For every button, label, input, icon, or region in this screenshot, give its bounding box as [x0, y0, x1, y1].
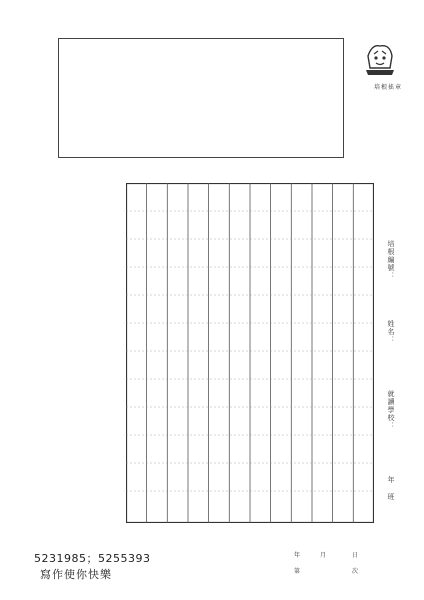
stamp-caption: 培根搖章: [374, 84, 403, 91]
date-year-label: 年: [294, 552, 301, 559]
writing-grid: [126, 183, 374, 523]
date-month-label: 月: [320, 552, 327, 559]
teacher-comment-box: [58, 38, 344, 158]
date-day-label: 日: [352, 552, 359, 559]
name-label: 姓名：: [387, 320, 395, 344]
times-label: 次: [352, 568, 359, 575]
student-info-fields: [378, 240, 408, 540]
ordinal-label: 第: [294, 568, 301, 575]
footer-slogan: 寫作使你快樂: [40, 568, 112, 581]
date-row: [290, 550, 374, 580]
school-label: 就讀學校：: [387, 390, 395, 430]
grade-label: 年 班: [387, 476, 395, 501]
footer-phone-numbers: 5231985；5255393: [34, 552, 151, 565]
grade-stamp-icon: [362, 38, 398, 78]
number-label: 培根編號：: [387, 240, 395, 280]
